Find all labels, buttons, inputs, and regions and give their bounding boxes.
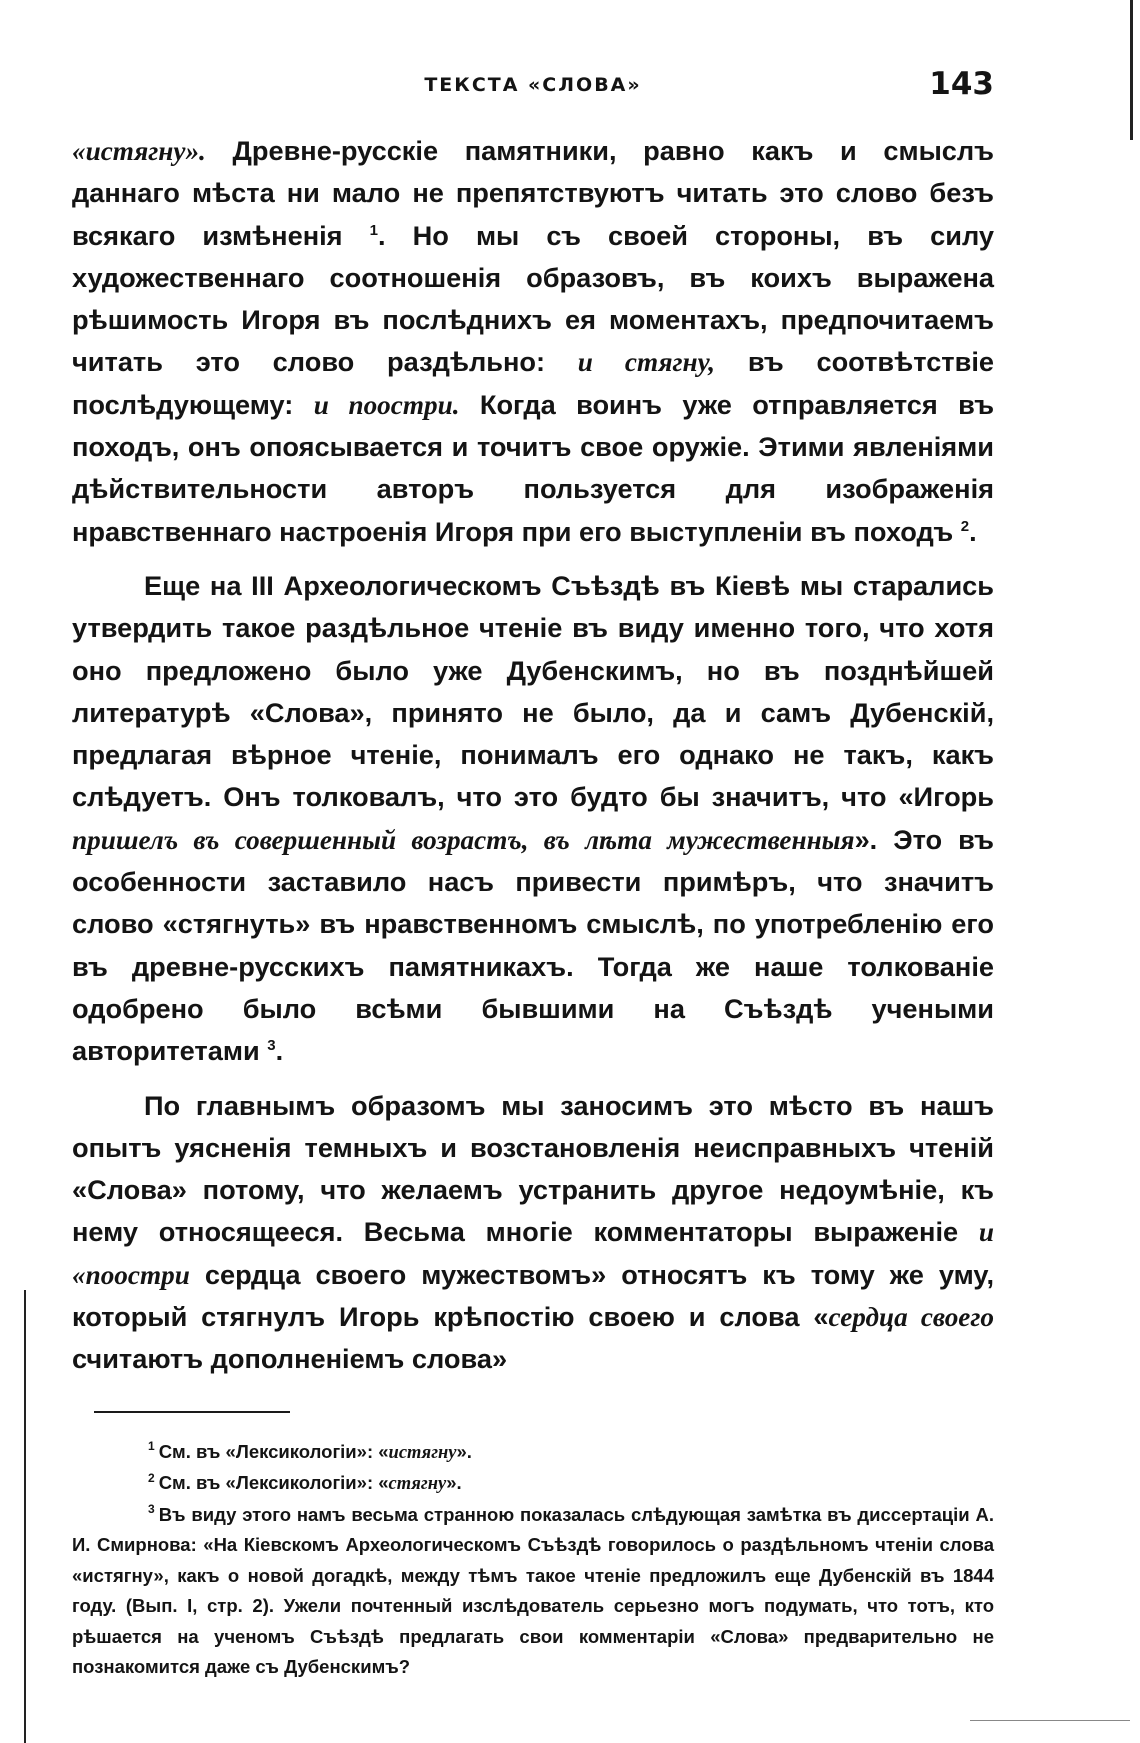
footnote-italic: стягну bbox=[388, 1474, 447, 1495]
text-span: въ соотвѣтствіе послѣдующему: bbox=[72, 346, 995, 420]
footnote-separator bbox=[94, 1411, 290, 1413]
scan-edge-bottom bbox=[970, 1720, 1130, 1721]
text-span: Еще на III Археологическомъ Съѣздѣ въ Кіевѣ мы старались утвердить такое раздѣльное чтеніе въ виду именно того, что хотя оно предложено было уже Дубенскимъ, но въ позднѣйшей литературѣ «Слова», принято не было, да и самъ Дубенскій, предлагая вѣрное чтеніе, понималъ его однако не такъ, какъ слѣдуетъ. Онъ толковалъ, что это будто бы значитъ, что «Игорь bbox=[72, 569, 994, 813]
text-span: . bbox=[275, 1035, 284, 1067]
scan-edge-left bbox=[24, 1290, 26, 1743]
italic-phrase: и стягну, bbox=[577, 347, 716, 378]
text-span: По главнымъ образомъ мы заносимъ это мѣсто въ нашъ опытъ уясненія темныхъ и возстановленія неисправныхъ чтеній «Слова» потому, что желаемъ устранить другое недоумѣніе, къ нему относящееся. Весьма многіе комментаторы выраженіе bbox=[72, 1089, 994, 1248]
footnote-number: 2 bbox=[148, 1470, 155, 1485]
text-span: считаютъ дополненіемъ слова» bbox=[72, 1343, 508, 1375]
footnote-number: 1 bbox=[148, 1439, 155, 1454]
paragraph-3 bbox=[72, 1085, 994, 1381]
footnote-ref-2[interactable]: 2 bbox=[960, 517, 970, 535]
footnote-3 bbox=[72, 1500, 994, 1683]
footnotes bbox=[72, 1437, 994, 1683]
footnote-italic: истягну bbox=[388, 1442, 457, 1463]
footnote-ref-3[interactable]: 3 bbox=[267, 1037, 276, 1055]
text-span: . Но мы съ своей стороны, въ силу художественнаго соотношенія образовъ, въ коихъ выражена рѣшимость Игоря въ послѣднихъ ея моментахъ, предпочитаемъ читать это слово раздѣльно: bbox=[72, 219, 995, 378]
footnote-text: См. въ «Лексикологіи»: « bbox=[158, 1472, 389, 1494]
text-span: Древне-русскіе памятники, равно какъ и смыслъ даннаго мѣста ни мало не препятствуютъ читать это слово безъ всякаго измѣненія bbox=[72, 135, 994, 251]
italic-phrase: и «поостри bbox=[72, 1217, 994, 1290]
italic-quote: пришелъ въ совершенный возрастъ, въ лѣта мужественныя bbox=[72, 824, 855, 855]
scan-edge-right bbox=[1130, 0, 1133, 140]
footnote-1 bbox=[72, 1437, 994, 1469]
running-title: ТЕКСТА «СЛОВА» bbox=[424, 74, 642, 96]
page-number: 143 bbox=[929, 66, 994, 102]
italic-word: «истягну». bbox=[72, 136, 206, 166]
paragraph-2 bbox=[72, 565, 994, 1073]
footnote-text: ». bbox=[456, 1440, 472, 1462]
footnote-text: Въ виду этого намъ весьма странною показалась слѣдующая замѣтка въ диссертаціи А. И. Смирнова: «На Кіевскомъ Археологическомъ Съѣздѣ говорилось о раздѣльномъ чтеніи слова «истягну», какъ о новой догадкѣ, между тѣмъ такое чтеніе предложилъ еще Дубенскій въ 1844 году. (Вып. I, стр. 2). Ужели почтенный изслѣдователь серьезно могъ подумать, что тотъ, кто рѣшается на ученомъ Съѣздѣ предлагать свои комментаріи «Слова» предварительно не познакомится даже съ Дубенскимъ? bbox=[72, 1503, 994, 1678]
footnote-number: 3 bbox=[148, 1502, 155, 1517]
text-span: ». Это въ особенности заставило насъ привести примѣръ, что значитъ слово «стягнуть» въ нравственномъ смыслѣ, по употребленію его въ древне-русскихъ памятникахъ. Тогда же наше толкованіе одобрено было всѣми бывшими на Съѣздѣ учеными авторитетами bbox=[72, 823, 994, 1067]
running-head bbox=[72, 68, 994, 112]
footnote-ref-1[interactable]: 1 bbox=[369, 221, 378, 239]
footnote-2 bbox=[72, 1468, 994, 1500]
text-span: сердца своего мужествомъ» относятъ къ тому же уму, который стягнулъ Игорь крѣпостію своею и слова « bbox=[72, 1258, 994, 1333]
text-span: . bbox=[969, 515, 977, 547]
text-span: Когда воинъ уже отправляется въ походъ, онъ опоясывается и точитъ свое оружіе. Этими явленіями дѣйствительности авторъ пользуется для изображенія нравственнаго настроенія Игоря при его выступленіи въ походъ bbox=[72, 388, 995, 547]
book-page bbox=[72, 68, 994, 1683]
paragraph-1 bbox=[72, 130, 994, 553]
footnote-text: ». bbox=[446, 1472, 462, 1494]
footnote-text: См. въ «Лексикологіи»: « bbox=[158, 1440, 389, 1462]
italic-phrase: и поостри. bbox=[313, 389, 460, 420]
italic-phrase: сердца своего bbox=[828, 1302, 994, 1333]
